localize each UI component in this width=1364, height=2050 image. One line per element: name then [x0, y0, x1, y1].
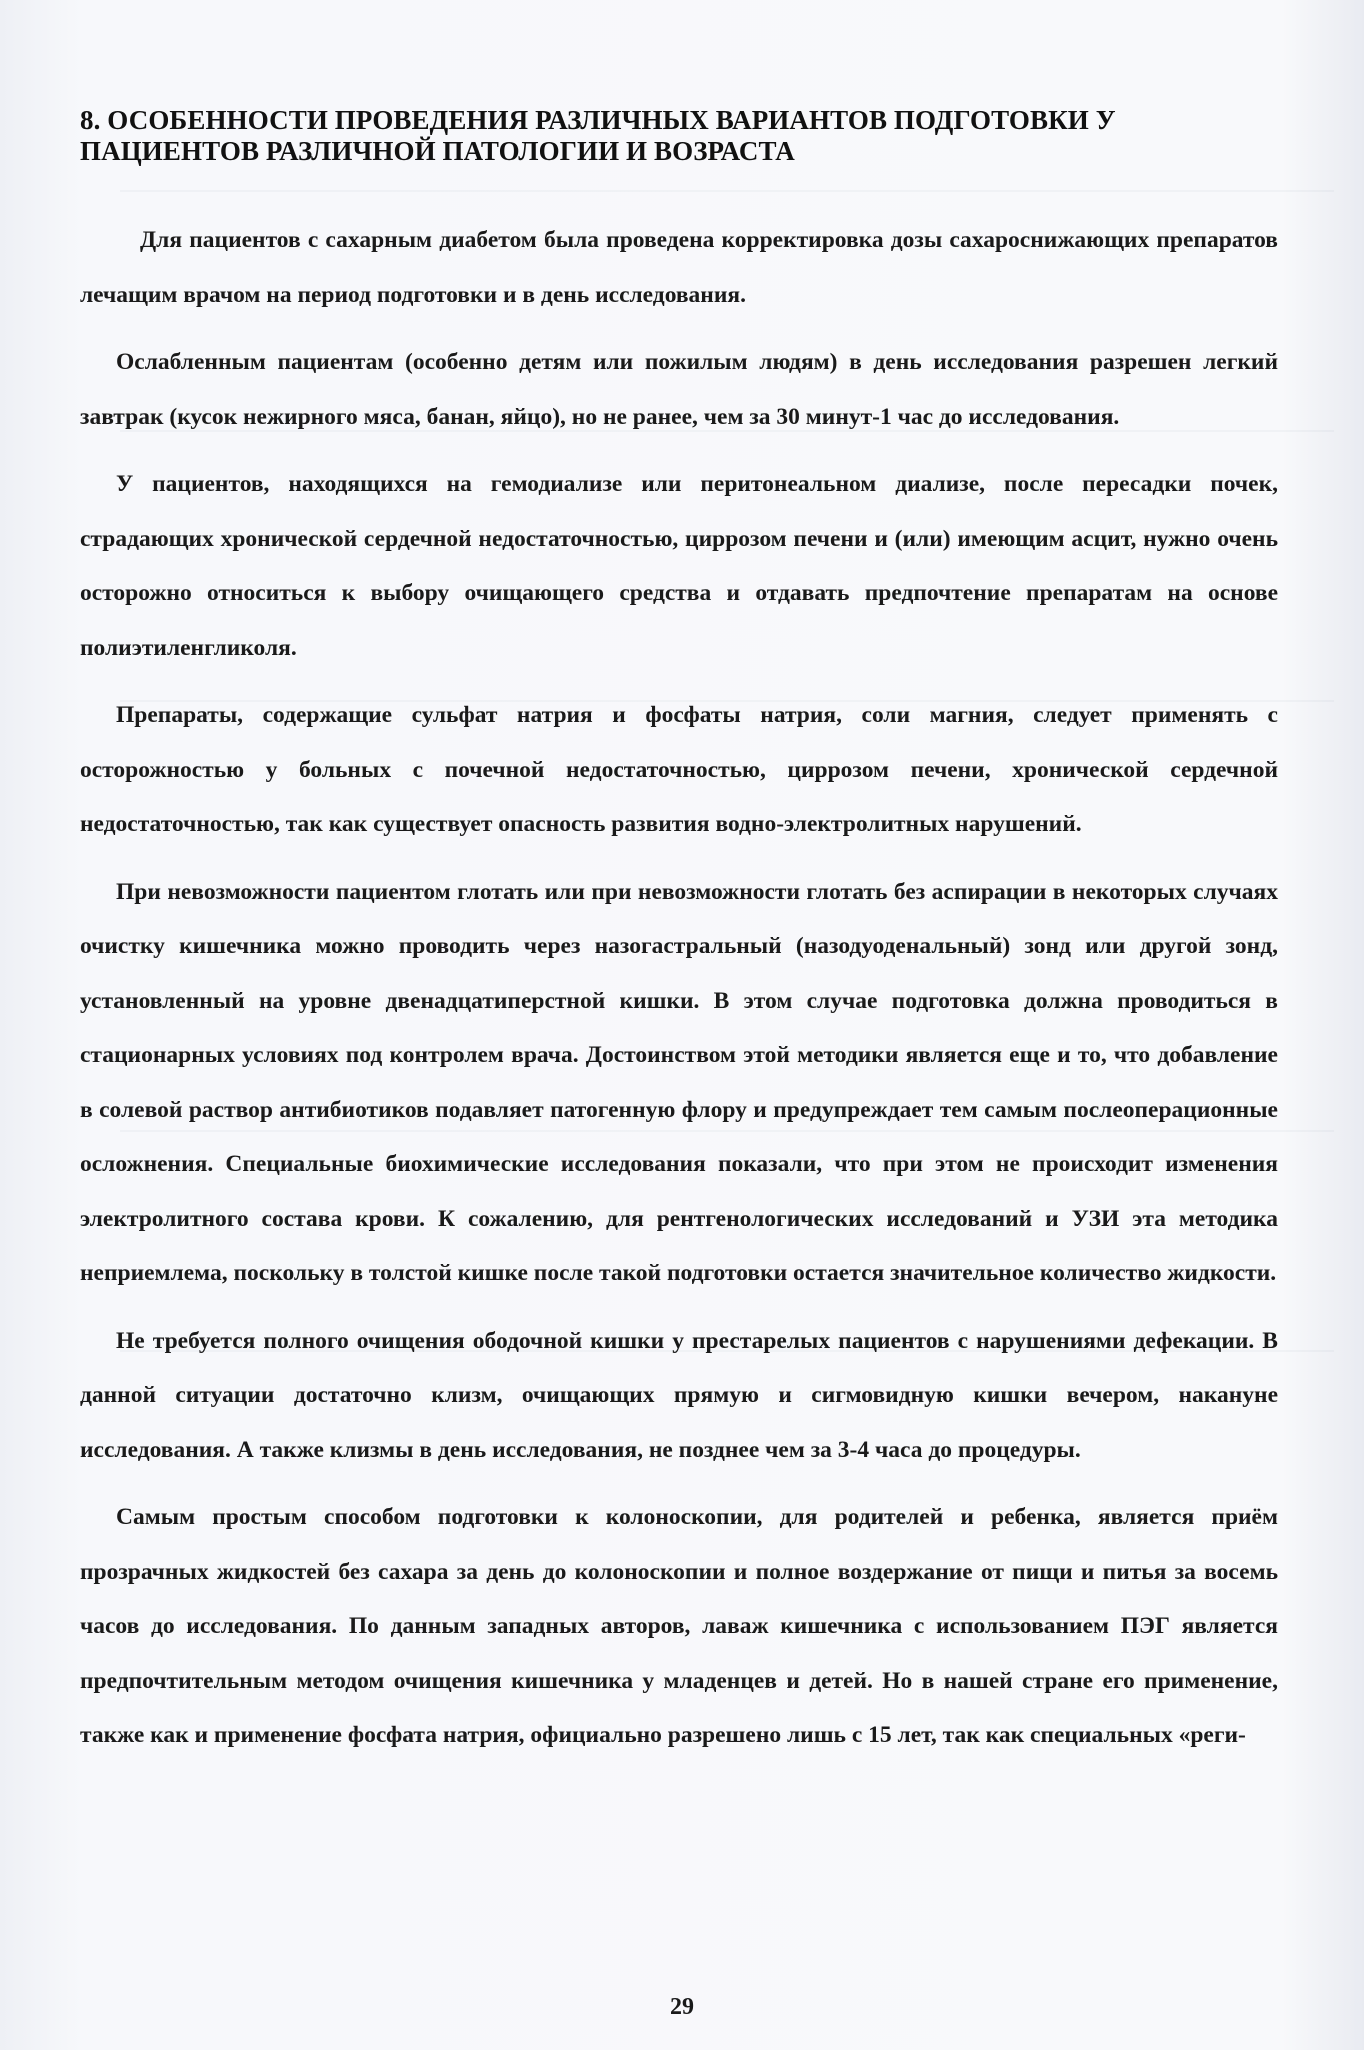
paragraph-dialysis: У пациентов, находящихся на гемодиализе или перитонеальном диализе, после пересадки почек, страдающих хронической сердечной недостаточностью, циррозом печени и (или) имеющим асцит, нужно очень осторожно относиться к выбору очищающего средства и отдавать предпочтение препаратам на основе полиэтиленгликоля. — [80, 471, 1278, 661]
paragraph-sodium-sulfate: Препараты, содержащие сульфат натрия и фосфаты натрия, соли магния, следует применять с осторожностью у больных с почечной недостаточностью, циррозом печени, хронической сердечной недостаточностью, так как существует опасность развития водно-электролитных нарушений. — [80, 702, 1278, 837]
paragraph-weakened-patients: Ослабленным пациентам (особенно детям или пожилым людям) в день исследования разрешен легкий завтрак (кусок нежирного мяса, банан, яйцо), но не ранее, чем за 30 минут-1 час до исследования. — [80, 349, 1278, 430]
paragraph-elderly-patients: Не требуется полного очищения ободочной кишки у престарелых пациентов с нарушениями дефекации. В данной ситуации достаточно клизм, очищающих прямую и сигмовидную кишки вечером, накануне исследования. А также клизмы в день исследования, не позднее чем за 3-4 часа до процедуры. — [80, 1327, 1278, 1463]
body-text — [80, 213, 1278, 1763]
paragraph-diabetes: Для пациентов с сахарным диабетом была проведена корректировка дозы сахароснижающих препаратов лечащим врачом на период подготовки и в день исследования. — [80, 227, 1278, 308]
page-content — [80, 105, 1278, 1776]
section-title: 8. ОСОБЕННОСТИ ПРОВЕДЕНИЯ РАЗЛИЧНЫХ ВАРИАНТОВ ПОДГОТОВКИ У ПАЦИЕНТОВ РАЗЛИЧНОЙ ПАТОЛОГИИ И ВОЗРАСТА — [80, 105, 1116, 166]
paragraph-children: Самым простым способом подготовки к колоноскопии, для родителей и ребенка, является приём прозрачных жидкостей без сахара за день до колоноскопии и полное воздержание от пищи и питья за восемь часов до исследования. По данным западных авторов, лаваж кишечника с использованием ПЭГ является предпочтительным методом очищения кишечника у младенцев и детей. Но в нашей стране его применение, также как и применение фосфата натрия, официально разрешено лишь с 15 лет, так как специальных «реги- — [80, 1504, 1278, 1748]
page-number: 29 — [670, 1994, 694, 2020]
paragraph-nasogastric-tube: При невозможности пациентом глотать или при невозможности глотать без аспирации в некоторых случаях очистку кишечника можно проводить через назогастральный (назодуоденальный) зонд или другой зонд, установленный на уровне двенадцатиперстной кишки. В этом случае подготовка должна проводиться в стационарных условиях под контролем врача. Достоинством этой методики является еще и то, что добавление в солевой раствор антибиотиков подавляет патогенную флору и предупреждает тем самым послеоперационные осложнения. Специальные биохимические исследования показали, что при этом не происходит изменения электролитного состава крови. К сожалению, для рентгенологических исследований и УЗИ эта методика неприемлема, поскольку в толстой кишке после такой подготовки остается значительное количество жидкости. — [80, 878, 1278, 1286]
